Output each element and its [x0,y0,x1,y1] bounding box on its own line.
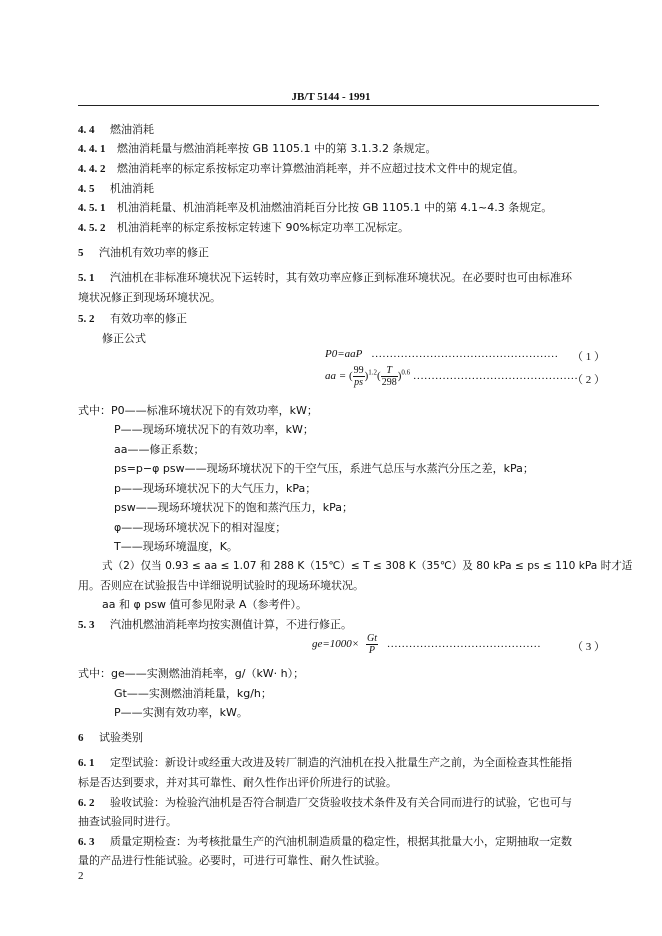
clause-6-3-line1 [78,833,572,849]
clause-text: 机油消耗量、机油消耗率及机油燃油消耗百分比按 GB 1105.1 中的第 4.1~4.3 条规定。 [117,201,553,214]
clause-6-1-line1 [78,754,572,770]
clause-number: 4. 4 [78,124,95,136]
clause-number: 4. 5. 2 [78,222,106,234]
where3-item-1 [78,665,304,681]
clause-heading: 有效功率的修正 [110,312,187,325]
clause-text: 燃油消耗率的标定系按标定功率计算燃油消耗率，并不应超过技术文件中的规定值。 [117,162,524,175]
clause-4-4 [78,121,154,137]
clause-5-2 [78,310,187,326]
condition-line-2: 用。否则应在试验报告中详细说明试验时的现场环境状况。 [78,579,364,592]
section-5 [78,244,209,260]
where-item-1 [78,402,318,418]
clause-number: 4. 5. 1 [78,202,106,214]
condition-line-1: 式（2）仅当 0.93 ≤ aa ≤ 1.07 和 288 K（15℃）≤ T ≤ 308 K（35℃）及 80 kPa ≤ ps ≤ 110 kPa 时才适 [102,560,633,572]
exponent-1: 1.2 [368,368,378,377]
where-text: ge——实测燃油消耗率，g/（kW· h）； [111,667,305,680]
where-item-8: T——现场环境温度，K。 [114,540,238,553]
clause-heading: 燃油消耗 [110,123,154,136]
section-heading: 试验类别 [99,731,143,744]
clause-number: 5. 2 [78,313,95,325]
where-item-2: P——现场环境状况下的有效功率，kW； [114,423,314,436]
clause-text: 验收试验：为检验汽油机是否符合制造厂交货验收技术条件及有关合同而进行的试验，它也可与 [110,796,572,809]
formula-intro: 修正公式 [102,332,146,345]
clause-4-4-1 [78,140,437,156]
equation-1-expression: P0=aaP [325,348,363,360]
equation-3: ge=1000× $\frac{Gt}{P}$ …………………………………… [312,633,541,656]
equation-2: aa = ( $\frac{99}{ps}$ )$^{1.2}$( $\frac{T}{298}$ )$^{0.6}$ ……………………………………… [325,365,578,388]
where-item-6: psw——现场环境状况下的饱和蒸汽压力，kPa； [114,501,353,514]
clause-4-5-2 [78,219,409,235]
clause-text: 汽油机燃油消耗率均按实测值计算，不进行修正。 [110,618,352,631]
section-number: 5 [78,247,84,259]
clause-5-1-line1 [78,269,572,285]
frac-2-denominator: 298 [381,377,397,388]
equation-1-number: （ 1 ） [572,351,605,363]
clause-heading: 机油消耗 [110,182,154,195]
clause-number: 4. 5 [78,183,95,195]
clause-text: 机油消耗率的标定系按标定转速下 90%标定功率工况标定。 [117,221,409,234]
clause-6-1-line2: 标是否达到要求，并对其可靠性、耐久性作出评价所进行的试验。 [78,776,397,789]
clause-number: 6. 2 [78,797,95,809]
equation-1: P0=aaP …………………………………………… [325,348,559,360]
where-item-5: p——现场环境状况下的大气压力，kPa； [114,482,317,495]
clause-text: 汽油机在非标准环境状况下运转时，其有效功率应修正到标准环境状况。在必要时也可由标准环 [110,271,572,284]
clause-number: 4. 4. 2 [78,163,106,175]
where-prefix: 式中： [78,667,111,680]
clause-4-5-1 [78,199,552,215]
clause-4-5 [78,180,154,196]
clause-6-2-line1 [78,794,572,810]
where3-item-2: Gt——实测燃油消耗量，kg/h； [114,687,272,700]
condition-line-3: aa 和 φ psw 值可参见附录 A（参考件）。 [102,598,307,611]
eq3-denominator: P [368,645,376,656]
where-item-3: aa——修正系数； [114,443,205,456]
clause-number: 6. 3 [78,836,95,848]
equation-3-number: （ 3 ） [572,641,605,653]
equation-2-lhs: aa = [325,370,347,383]
frac-2-numerator: T [381,365,398,377]
page-header-title: JB/T 5144 - 1991 [291,91,371,103]
clause-5-1-line2: 境状况修正到现场环境状况。 [78,291,221,304]
where-item-4: ps=p−φ psw——现场环境状况下的干空气压，系进气总压与水蒸汽分压之差，kPa； [114,462,534,475]
where-prefix: 式中： [78,404,111,417]
where-text: P0——标准环境状况下的有效功率，kW； [111,404,318,417]
clause-6-3-line2: 量的产品进行性能试验。必要时，可进行可靠性、耐久性试验。 [78,854,386,867]
exponent-2: 0.6 [401,368,411,377]
clause-number: 4. 4. 1 [78,143,106,155]
section-number: 6 [78,732,84,744]
equation-2-number: （ 2 ） [572,374,605,386]
where-item-7: φ——现场环境状况下的相对湿度； [114,521,287,534]
clause-4-4-2 [78,160,524,176]
clause-5-3 [78,616,352,632]
clause-number: 5. 1 [78,272,95,284]
frac-1-numerator: 99 [353,365,364,376]
eq3-numerator: Gt [366,633,377,644]
clause-6-2-line2: 抽查试验同时进行。 [78,815,177,828]
clause-number: 5. 3 [78,619,95,631]
clause-text: 燃油消耗量与燃油消耗率按 GB 1105.1 中的第 3.1.3.2 条规定。 [117,142,437,155]
where3-item-3: P——实测有效功率，kW。 [114,706,248,719]
clause-text: 定型试验：新设计或经重大改进及转厂制造的汽油机在投入批量生产之前，为全面检查其性能指 [110,756,572,769]
section-6 [78,729,143,745]
page-number: 2 [78,870,84,882]
equation-3-lhs: ge=1000× [312,638,360,651]
clause-text: 质量定期检查：为考核批量生产的汽油机制造质量的稳定性，根据其批量大小，定期抽取一定数 [110,835,572,848]
header-rule [78,105,599,106]
section-heading: 汽油机有效功率的修正 [99,246,209,259]
frac-1-denominator: ps [354,377,364,388]
clause-number: 6. 1 [78,757,95,769]
